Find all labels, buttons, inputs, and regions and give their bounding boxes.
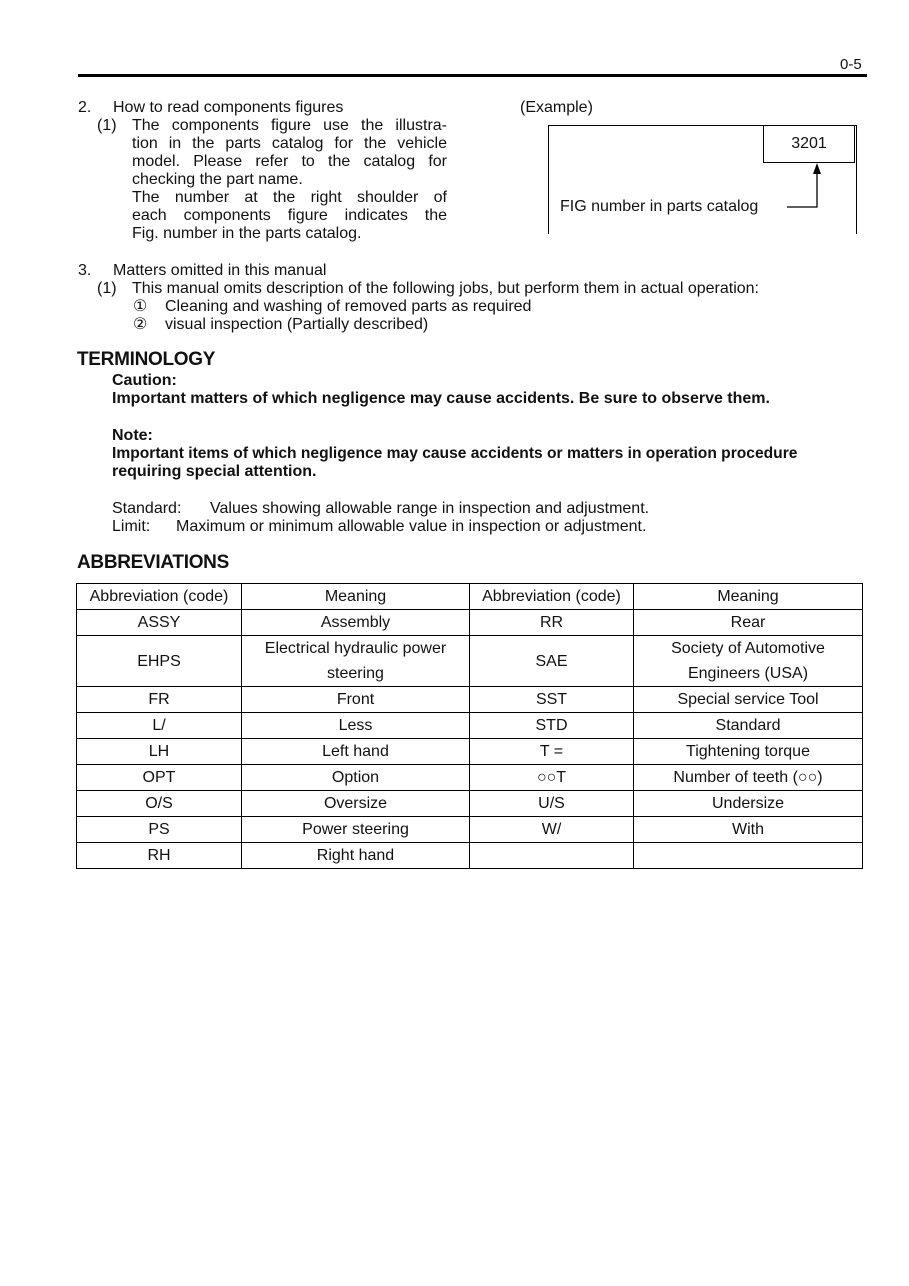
table-cell: Assembly xyxy=(242,610,470,636)
caution-label: Caution: xyxy=(112,372,177,389)
table-cell: PS xyxy=(77,817,242,843)
section-2-line: each components figure indicates the xyxy=(132,207,447,224)
section-3-item-marker: (1) xyxy=(97,280,117,297)
list-item xyxy=(132,316,428,334)
list-item xyxy=(132,298,531,316)
table-cell: Right hand xyxy=(242,843,470,869)
column-header: Meaning xyxy=(634,584,863,610)
page-number: 0-5 xyxy=(840,56,862,73)
section-2-number: 2. xyxy=(78,99,92,116)
terminology-heading: TERMINOLOGY xyxy=(77,349,216,370)
section-2-line: tion in the parts catalog for the vehicle xyxy=(132,135,447,152)
column-header: Meaning xyxy=(242,584,470,610)
table-cell: ○○T xyxy=(470,765,634,791)
cell-line: Electrical hydraulic power xyxy=(264,640,447,657)
note-label: Note: xyxy=(112,427,153,444)
cell-line: Society of Automotive xyxy=(671,640,825,657)
table-cell: LH xyxy=(77,739,242,765)
table-cell: Tightening torque xyxy=(634,739,863,765)
table-cell: RR xyxy=(470,610,634,636)
fig-number: 3201 xyxy=(791,135,827,152)
table-cell: Oversize xyxy=(242,791,470,817)
column-header: Abbreviation (code) xyxy=(77,584,242,610)
abbreviations-heading: ABBREVIATIONS xyxy=(77,552,229,573)
table-row xyxy=(77,636,863,687)
table-cell: Standard xyxy=(634,713,863,739)
table-row xyxy=(77,765,863,791)
table-header-row xyxy=(77,584,863,610)
note-text: Important items of which negligence may cause accidents or matters in operation procedure xyxy=(112,445,798,462)
table-cell: O/S xyxy=(77,791,242,817)
fig-number-box xyxy=(763,125,855,163)
caution-text: Important matters of which negligence may cause accidents. Be sure to observe them. xyxy=(112,390,770,407)
section-2-title: How to read components figures xyxy=(113,99,344,116)
table-cell: FR xyxy=(77,687,242,713)
table-cell: Number of teeth (○○) xyxy=(634,765,863,791)
table-row xyxy=(77,817,863,843)
list-item-text: Cleaning and washing of removed parts as required xyxy=(165,298,532,315)
limit-text: Maximum or minimum allowable value in inspection or adjustment. xyxy=(176,518,647,535)
section-2-line: Fig. number in the parts catalog. xyxy=(132,225,362,242)
table-cell: SST xyxy=(470,687,634,713)
table-cell: Front xyxy=(242,687,470,713)
table-row xyxy=(77,610,863,636)
header-rule xyxy=(78,74,867,77)
table-cell: Undersize xyxy=(634,791,863,817)
example-caption: FIG number in parts catalog xyxy=(560,198,759,215)
section-3-title: Matters omitted in this manual xyxy=(113,262,327,279)
table-row xyxy=(77,843,863,869)
pointer-arrow-icon xyxy=(780,160,830,220)
table-cell: With xyxy=(634,817,863,843)
circled-number-2: ② xyxy=(132,316,148,333)
table-row xyxy=(77,687,863,713)
table-cell: T = xyxy=(470,739,634,765)
limit-label: Limit: xyxy=(112,518,151,535)
table-cell: OPT xyxy=(77,765,242,791)
table-cell-multiline xyxy=(634,636,863,687)
note-text-continued: requiring special attention. xyxy=(112,463,317,480)
section-2-item-marker: (1) xyxy=(97,117,117,134)
table-row xyxy=(77,713,863,739)
table-cell: L/ xyxy=(77,713,242,739)
cell-line: steering xyxy=(327,665,384,682)
table-cell: Less xyxy=(242,713,470,739)
column-header: Abbreviation (code) xyxy=(470,584,634,610)
standard-text: Values showing allowable range in inspection and adjustment. xyxy=(210,500,650,517)
table-row xyxy=(77,739,863,765)
section-2-line: checking the part name. xyxy=(132,171,303,188)
table-cell: Rear xyxy=(634,610,863,636)
table-cell: Option xyxy=(242,765,470,791)
table-cell: ASSY xyxy=(77,610,242,636)
table-cell xyxy=(634,843,863,869)
cell-line: Engineers (USA) xyxy=(687,665,809,682)
circled-number-1: ① xyxy=(132,298,148,315)
table-row xyxy=(77,791,863,817)
table-cell: Left hand xyxy=(242,739,470,765)
table-cell: EHPS xyxy=(77,636,242,687)
table-cell: SAE xyxy=(470,636,634,687)
section-2-line: model. Please refer to the catalog for xyxy=(132,153,447,170)
list-item-text: visual inspection (Partially described) xyxy=(165,316,429,333)
table-cell: Power steering xyxy=(242,817,470,843)
example-label: (Example) xyxy=(520,99,593,116)
abbreviations-table xyxy=(76,583,863,869)
section-3-number: 3. xyxy=(78,262,92,279)
table-cell: Special service Tool xyxy=(634,687,863,713)
table-cell: U/S xyxy=(470,791,634,817)
table-cell: STD xyxy=(470,713,634,739)
table-cell-multiline xyxy=(242,636,470,687)
table-cell: W/ xyxy=(470,817,634,843)
table-cell: RH xyxy=(77,843,242,869)
table-cell xyxy=(470,843,634,869)
standard-label: Standard: xyxy=(112,500,182,517)
section-2-line: The number at the right shoulder of xyxy=(132,189,447,206)
section-2-line: The components figure use the illustra- xyxy=(132,117,447,134)
section-3-line: This manual omits description of the following jobs, but perform them in actual operation: xyxy=(132,280,759,297)
